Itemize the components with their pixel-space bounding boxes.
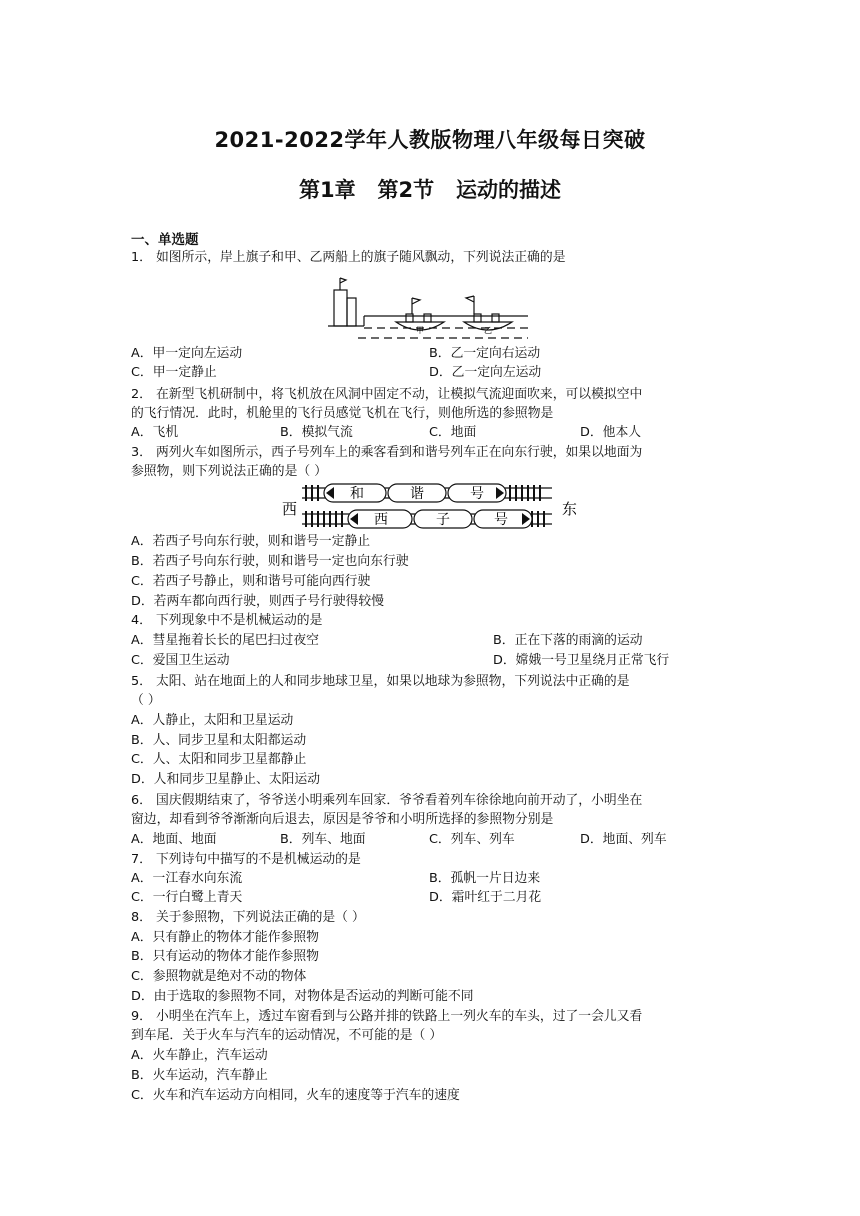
option: C．若西子号静止，则和谐号可能向西行驶 [131,574,371,589]
option: A．一江春水向东流 [131,871,243,886]
boats-flags-figure [328,276,532,346]
option: C．一行白鹭上青天 [131,890,243,905]
option: B．列车、地面 [280,832,366,847]
question-5-stem: 5． 太阳、站在地面上的人和同步地球卫星，如果以地球为参照物，下列说法中正确的是 [131,674,630,689]
option: B．火车运动，汽车静止 [131,1068,268,1083]
train-xizi-char: 子 [436,512,450,528]
option: A．彗星拖着长长的尾巴扫过夜空 [131,633,319,648]
option: A．地面、地面 [131,832,217,847]
option: A．甲一定向左运动 [131,346,243,361]
question-3-stem-cont: 参照物，则下列说法正确的是（ ） [131,464,328,479]
option: C．甲一定静止 [131,365,217,380]
option: A．飞机 [131,425,179,440]
section-heading: 一、单选题 [131,232,199,248]
option: B．正在下落的雨滴的运动 [493,633,643,648]
option: C．参照物就是绝对不动的物体 [131,969,307,984]
train-hexie-char: 和 [350,486,364,502]
option: B．乙一定向右运动 [429,346,541,361]
boat-label-jia: 甲 [416,326,424,335]
shore-building [334,290,347,326]
question-4-stem: 4． 下列现象中不是机械运动的是 [131,613,323,628]
option: A．人静止，太阳和卫星运动 [131,713,294,728]
option: D．若两车都向西行驶，则西子号行驶得较慢 [131,594,384,609]
boat-label-yi: 乙 [484,326,492,335]
question-3-stem: 3． 两列火车如图所示，西子号列车上的乘客看到和谐号列车正在向东行驶，如果以地面为 [131,445,643,460]
option: A．若西子号向东行驶，则和谐号一定静止 [131,534,371,549]
question-1-stem: 1． 如图所示，岸上旗子和甲、乙两船上的旗子随风飘动，下列说法正确的是 [131,250,566,265]
option: B．孤帆一片日边来 [429,871,541,886]
option: A．只有静止的物体才能作参照物 [131,930,319,945]
option: C．地面 [429,425,477,440]
question-6-stem-cont: 窗边，却看到爷爷渐渐向后退去，原因是爷爷和小明所选择的参照物分别是 [131,812,554,827]
option: B．若西子号向东行驶，则和谐号一定也向东行驶 [131,554,409,569]
option: B．人、同步卫星和太阳都运动 [131,733,307,748]
option: C．人、太阳和同步卫星都静止 [131,752,307,767]
question-9-stem-cont: 到车尾．关于火车与汽车的运动情况，不可能的是（ ） [131,1028,443,1043]
trains-figure [280,478,580,538]
option: D．嫦娥一号卫星绕月正常飞行 [493,653,670,668]
train-hexie-char: 号 [470,486,484,502]
chapter-subtitle: 第1章 第2节 运动的描述 [298,178,562,202]
train-xizi-char: 号 [494,512,508,528]
question-2-stem: 2． 在新型飞机研制中，将飞机放在风洞中固定不动，让模拟气流迎面吹来，可以模拟空中 [131,387,643,402]
east-label: 东 [562,500,578,518]
option: C．列车、列车 [429,832,515,847]
document-title: 2021-2022学年人教版物理八年级每日突破 [214,128,646,152]
west-label: 西 [282,500,298,518]
question-7-stem: 7． 下列诗句中描写的不是机械运动的是 [131,852,361,867]
option: B．只有运动的物体才能作参照物 [131,949,319,964]
question-9-stem: 9． 小明坐在汽车上，透过车窗看到与公路并排的铁路上一列火车的车头，过了一会儿又看 [131,1009,643,1024]
option: D．由于选取的参照物不同，对物体是否运动的判断可能不同 [131,989,474,1004]
option: C．爱国卫生运动 [131,653,230,668]
option: A．火车静止，汽车运动 [131,1048,268,1063]
option: B．模拟气流 [280,425,353,440]
option: C．火车和汽车运动方向相同，火车的速度等于汽车的速度 [131,1088,460,1103]
train-hexie-char: 谐 [410,486,424,502]
question-5-stem-cont: （ ） [131,693,161,708]
option: D．人和同步卫星静止、太阳运动 [131,772,321,787]
option: D．霜叶红于二月花 [429,890,542,905]
option: D．地面、列车 [580,832,667,847]
question-8-stem: 8． 关于参照物，下列说法正确的是（ ） [131,910,365,925]
option: D．乙一定向左运动 [429,365,542,380]
train-xizi-char: 西 [374,512,388,528]
question-2-stem-cont: 的飞行情况．此时，机舱里的飞行员感觉飞机在飞行，则他所选的参照物是 [131,406,554,421]
question-6-stem: 6． 国庆假期结束了，爷爷送小明乘列车回家．爷爷看着列车徐徐地向前开动了，小明坐在 [131,793,643,808]
option: D．他本人 [580,425,642,440]
